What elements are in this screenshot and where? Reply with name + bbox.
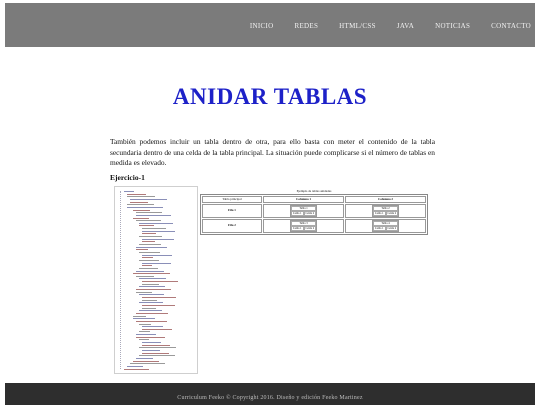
inner-cell: Celda 2: [305, 212, 315, 215]
code-line: [139, 310, 162, 311]
code-line: [142, 326, 163, 327]
inner-table-head: Tabla 2: [373, 206, 398, 211]
code-line: [136, 358, 153, 359]
exercise-title: Ejercicio-1: [110, 173, 145, 182]
code-line: [124, 369, 149, 370]
code-line: [130, 202, 148, 203]
code-line: [142, 297, 176, 298]
code-line: [139, 244, 161, 245]
outer-row-2: [202, 219, 426, 233]
code-line: [127, 194, 146, 195]
code-line: [139, 236, 162, 237]
code-line: [127, 366, 143, 367]
code-line: [139, 302, 163, 303]
code-line: [142, 308, 156, 309]
code-line: [142, 255, 172, 256]
code-line: [142, 228, 166, 229]
code-line: [133, 273, 170, 274]
inner-table-head: Tabla 1: [291, 206, 316, 211]
inner-cell: Celda 1: [374, 227, 384, 230]
code-line: [133, 318, 155, 319]
code-line: [139, 225, 154, 226]
page-title: ANIDAR TABLAS: [172, 84, 368, 109]
code-screenshot: [114, 186, 198, 374]
code-line: [136, 334, 156, 335]
code-line: [139, 339, 149, 340]
code-line: [139, 260, 159, 261]
code-line: [142, 345, 170, 346]
column-header-2: Columna 2: [345, 196, 426, 203]
inner-table-2: [372, 205, 399, 217]
inner-cell: Celda 2: [387, 227, 397, 230]
code-line: [142, 329, 172, 330]
inner-table-3: [290, 220, 317, 232]
footer-text: Curriculum Feeko © Copyright 2016. Diseño y edición Feeko Martinez: [177, 395, 363, 401]
column-header-1: Columna 1: [263, 196, 344, 203]
top-navigation-bar: [5, 3, 535, 47]
nav-item-redes[interactable]: REDES: [294, 22, 319, 30]
outer-cell: [345, 219, 426, 233]
code-line: [139, 324, 151, 325]
code-line: [139, 331, 150, 332]
nested-table-preview: [200, 189, 428, 235]
code-line: [136, 321, 167, 322]
nav-item-noticias[interactable]: NOTICIAS: [435, 22, 471, 30]
code-line: [136, 249, 148, 250]
inner-cell: Celda 1: [292, 212, 302, 215]
main-nav: [229, 22, 531, 30]
preview-caption: Ejemplo de tablas anidadas: [296, 189, 332, 193]
code-line: [136, 271, 164, 272]
page-footer: [5, 383, 535, 405]
inner-cell: Celda 2: [387, 212, 397, 215]
code-line: [127, 196, 155, 197]
code-line: [136, 215, 171, 216]
code-line: [142, 281, 178, 282]
inner-table-1: [290, 205, 317, 217]
outer-cell: [263, 204, 344, 218]
code-line: [139, 268, 158, 269]
code-line: [136, 247, 167, 248]
inner-cell: Celda 1: [374, 212, 384, 215]
code-line: [142, 305, 175, 306]
code-line: [136, 337, 165, 338]
inner-cell: Celda 1: [292, 227, 302, 230]
code-line: [142, 257, 153, 258]
code-line: [124, 191, 134, 192]
code-line: [142, 233, 156, 234]
inner-table-4: [372, 220, 399, 232]
code-line: [142, 263, 171, 264]
code-line: [136, 289, 171, 290]
code-line: [133, 218, 149, 219]
code-line: [136, 220, 161, 221]
code-line: [142, 284, 159, 285]
code-line: [139, 252, 160, 253]
nav-item-inicio[interactable]: INICIO: [249, 22, 274, 30]
code-line: [133, 316, 146, 317]
code-line: [139, 223, 173, 224]
code-line: [142, 350, 160, 351]
nav-item-contacto[interactable]: CONTACTO: [491, 22, 531, 30]
code-line: [139, 347, 176, 348]
code-line: [142, 300, 157, 301]
code-line: [130, 199, 167, 200]
outer-cell: [345, 204, 426, 218]
code-line: [136, 276, 154, 277]
code-line: [133, 210, 150, 211]
row-header-2: Fila 2: [202, 219, 262, 233]
row-header-1: Fila 1: [202, 204, 262, 218]
corner-cell: Tabla principal: [202, 196, 262, 203]
outer-header-row: [202, 196, 426, 203]
code-line: [142, 265, 152, 266]
nav-item-html-css[interactable]: HTML/CSS: [339, 22, 376, 30]
code-line: [142, 239, 174, 240]
intro-paragraph: También podemos incluir un tabla dentro de otra, para ello basta con meter el contenido de la tabla secundaria dentro de una celda de la tabla principal. La situación puede complicarse si el número de tablas en medida es elevado.: [110, 137, 435, 167]
outer-table: [200, 194, 428, 235]
outer-row-1: [202, 204, 426, 218]
code-line: [142, 342, 161, 343]
code-line: [136, 313, 168, 314]
inner-table-head: Tabla 4: [373, 221, 398, 226]
inner-table-head: Tabla 3: [291, 221, 316, 226]
code-line: [136, 292, 152, 293]
code-line: [142, 231, 175, 232]
code-line: [136, 212, 162, 213]
code-line: [127, 204, 154, 205]
code-line: [142, 241, 155, 242]
outer-cell: [263, 219, 344, 233]
code-indent-guide: [120, 191, 121, 369]
code-line: [142, 353, 169, 354]
code-line: [139, 355, 175, 356]
code-line: [139, 286, 165, 287]
code-line: [139, 294, 164, 295]
code-line: [130, 363, 165, 364]
code-line: [133, 361, 159, 362]
code-line: [127, 207, 163, 208]
inner-cell: Celda 2: [305, 227, 315, 230]
nav-item-java[interactable]: JAVA: [396, 22, 415, 30]
code-line: [139, 278, 166, 279]
